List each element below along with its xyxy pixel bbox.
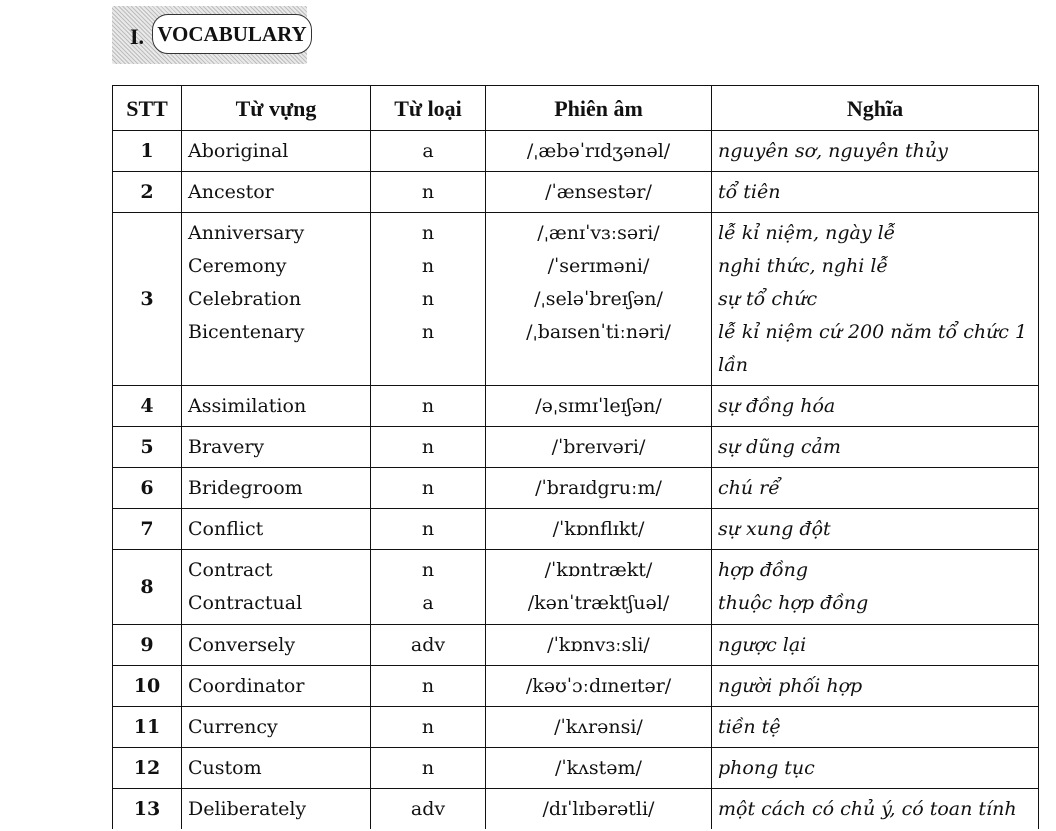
vocab-word: Bicentenary (188, 320, 305, 343)
table-row (113, 172, 1039, 213)
phonetic-group (486, 550, 712, 625)
table-row (113, 625, 1039, 666)
phonetic: /ˌseləˈbreɪʃən/ (534, 287, 663, 310)
part-of-speech: adv (371, 789, 486, 830)
part-of-speech-group (371, 213, 486, 386)
phonetic: /əˌsɪmɪˈleɪʃən/ (486, 386, 712, 427)
row-number: 5 (113, 427, 182, 468)
table-row (113, 468, 1039, 509)
phonetic: /ˈserɪməni/ (547, 254, 650, 277)
phonetic: /kənˈtræktʃuəl/ (527, 592, 670, 614)
vocab-word: Coordinator (182, 666, 371, 707)
table-row (113, 427, 1039, 468)
phonetic: /ˈbraɪdgruːm/ (486, 468, 712, 509)
phonetic: /ˈkɒnflɪkt/ (486, 509, 712, 550)
header-pos: Từ loại (371, 86, 486, 131)
row-number: 1 (113, 131, 182, 172)
part-of-speech: n (371, 748, 486, 789)
empty-line (377, 349, 479, 382)
meaning: nghi thức, nghi lễ (718, 254, 889, 277)
phonetic: /ˈkʌrənsi/ (486, 707, 712, 748)
table-row (113, 666, 1039, 707)
phonetic: /ˈkɒntrækt/ (544, 559, 653, 581)
meaning: sự tổ chức (718, 287, 818, 310)
part-of-speech: n (371, 468, 486, 509)
phonetic: /ˈkʌstəm/ (486, 748, 712, 789)
phonetic-group (486, 213, 712, 386)
table-row (113, 509, 1039, 550)
table-row (113, 707, 1039, 748)
phonetic: /ˌænɪˈvɜːsəri/ (537, 221, 660, 244)
vocab-word: Conversely (182, 625, 371, 666)
meaning: sự xung đột (712, 509, 1039, 550)
meaning: hợp đồng (718, 559, 809, 581)
vocab-word: Contract (188, 559, 273, 581)
part-of-speech: adv (371, 625, 486, 666)
meaning: sự dũng cảm (712, 427, 1039, 468)
row-number: 10 (113, 666, 182, 707)
part-of-speech: a (422, 592, 434, 614)
part-of-speech: n (371, 707, 486, 748)
part-of-speech: n (371, 172, 486, 213)
part-of-speech: a (371, 131, 486, 172)
vocab-word: Anniversary (188, 221, 305, 244)
header-meaning: Nghĩa (712, 86, 1039, 131)
phonetic: /ˈkɒnvɜːsli/ (486, 625, 712, 666)
section-title: VOCABULARY (152, 14, 312, 54)
vocab-word: Contractual (188, 592, 303, 614)
vocabulary-table (112, 85, 1039, 829)
row-number: 8 (113, 550, 182, 625)
part-of-speech: n (371, 666, 486, 707)
meaning: nguyên sơ, nguyên thủy (712, 131, 1039, 172)
part-of-speech: n (421, 287, 435, 310)
meaning: tiền tệ (712, 707, 1039, 748)
vocab-word: Aboriginal (182, 131, 371, 172)
row-number: 12 (113, 748, 182, 789)
table-row (113, 550, 1039, 625)
vocab-word: Conflict (182, 509, 371, 550)
meaning: lễ kỉ niệm, ngày lễ (718, 221, 896, 244)
row-number: 3 (113, 213, 182, 386)
vocab-word: Ceremony (188, 254, 287, 277)
phonetic: /dɪˈlɪbərətli/ (486, 789, 712, 830)
row-number: 11 (113, 707, 182, 748)
vocab-word: Bridegroom (182, 468, 371, 509)
meaning: ngược lại (712, 625, 1039, 666)
vocab-word: Ancestor (182, 172, 371, 213)
section-number: I. (130, 24, 145, 49)
header-ipa: Phiên âm (486, 86, 712, 131)
meaning: một cách có chủ ý, có toan tính (712, 789, 1039, 830)
header-word: Từ vựng (182, 86, 371, 131)
table-row (113, 748, 1039, 789)
row-number: 13 (113, 789, 182, 830)
row-number: 4 (113, 386, 182, 427)
meaning: sự đồng hóa (712, 386, 1039, 427)
part-of-speech-group (371, 550, 486, 625)
part-of-speech: n (421, 254, 435, 277)
phonetic: /ˌbaɪsenˈtiːnəri/ (526, 320, 671, 343)
row-number: 2 (113, 172, 182, 213)
vocab-word: Currency (182, 707, 371, 748)
part-of-speech: n (421, 559, 435, 581)
vocab-word: Deliberately (182, 789, 371, 830)
meaning: thuộc hợp đồng (718, 592, 869, 614)
part-of-speech: n (371, 386, 486, 427)
meaning: người phối hợp (712, 666, 1039, 707)
table-row (113, 131, 1039, 172)
meaning-group (712, 550, 1039, 625)
vocab-word-group (182, 550, 371, 625)
vocab-word: Assimilation (182, 386, 371, 427)
empty-line (492, 349, 705, 382)
phonetic: /ˈænsestər/ (486, 172, 712, 213)
vocab-word-group (182, 213, 371, 386)
row-number: 7 (113, 509, 182, 550)
header-stt: STT (113, 86, 182, 131)
part-of-speech: n (371, 427, 486, 468)
meaning: phong tục (712, 748, 1039, 789)
meaning: chú rể (712, 468, 1039, 509)
meaning: lễ kỉ niệm cứ 200 năm tổ chức 1 lần (718, 320, 1028, 376)
empty-line (188, 349, 364, 382)
table-header-row (113, 86, 1039, 131)
table-row (113, 386, 1039, 427)
vocab-word: Bravery (182, 427, 371, 468)
phonetic: /kəʊˈɔːdɪneɪtər/ (486, 666, 712, 707)
table-row (113, 213, 1039, 386)
vocab-word: Custom (182, 748, 371, 789)
meaning-group (712, 213, 1039, 386)
row-number: 6 (113, 468, 182, 509)
part-of-speech: n (371, 509, 486, 550)
row-number: 9 (113, 625, 182, 666)
phonetic: /ˌæbəˈrɪdʒənəl/ (486, 131, 712, 172)
phonetic: /ˈbreɪvəri/ (486, 427, 712, 468)
vocab-word: Celebration (188, 287, 302, 310)
table-row (113, 789, 1039, 830)
section-heading (112, 6, 317, 64)
meaning: tổ tiên (712, 172, 1039, 213)
part-of-speech: n (421, 221, 435, 244)
part-of-speech: n (421, 320, 435, 343)
